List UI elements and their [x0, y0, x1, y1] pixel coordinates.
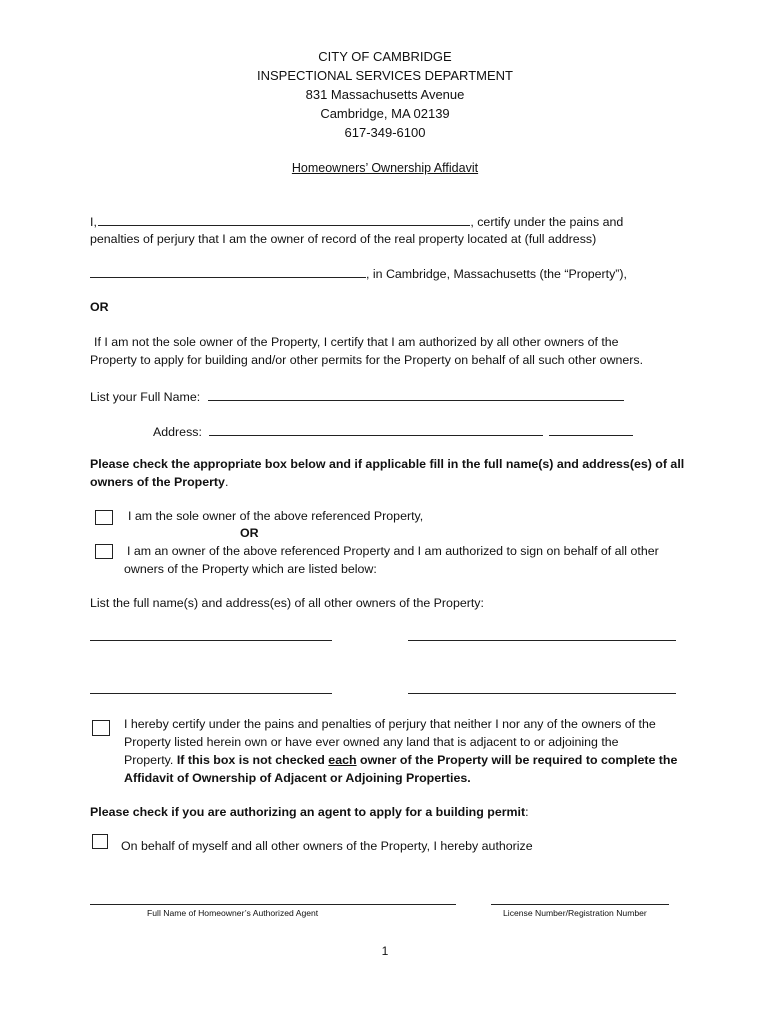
- adjacent-line-4: Affidavit of Ownership of Adjacent or Adjoining Properties.: [124, 771, 471, 785]
- sole-owner-label: I am the sole owner of the above referenced Property,: [128, 509, 424, 523]
- header-phone: 617-349-6100: [344, 125, 426, 140]
- address-label: Address:: [153, 425, 202, 439]
- agent-checkbox[interactable]: [92, 834, 108, 849]
- header-department: INSPECTIONAL SERVICES DEPARTMENT: [257, 68, 513, 83]
- certify-suffix: , certify under the pains and: [470, 215, 624, 229]
- full-name-blank[interactable]: [208, 388, 624, 401]
- check-instruction-line-1: Please check the appropriate box below and if applicable fill in the full name(s) and address(es) of all: [90, 457, 685, 471]
- other-owner-name-blank-1[interactable]: [90, 640, 332, 641]
- options-or-label: OR: [240, 526, 259, 540]
- certify-line-2: penalties of perjury that I am the owner of record of the real property located at (full address): [90, 232, 597, 246]
- adjacent-line-1: I hereby certify under the pains and penalties of perjury that neither I nor any of the owners of the: [124, 717, 656, 731]
- certify-line-1: [90, 213, 623, 229]
- license-number-blank[interactable]: [491, 904, 669, 905]
- sole-owner-checkbox[interactable]: [95, 510, 113, 525]
- authorized-owner-checkbox[interactable]: [95, 544, 113, 559]
- full-name-label: List your Full Name:: [90, 390, 201, 404]
- address-blank[interactable]: [209, 423, 543, 436]
- certify-line-3: [90, 265, 627, 281]
- authorized-owner-label-2: owners of the Property which are listed below:: [124, 562, 377, 576]
- check-instruction-line-2: owners of the Property.: [90, 475, 229, 489]
- other-owner-address-blank-2[interactable]: [408, 693, 676, 694]
- not-sole-line-1: If I am not the sole owner of the Property, I certify that I am authorized by all other owners of the: [94, 335, 619, 349]
- certify-line3-suffix: , in Cambridge, Massachusetts (the “Property”),: [366, 267, 627, 281]
- owner-name-blank[interactable]: [98, 213, 470, 226]
- address-zip-blank[interactable]: [549, 423, 633, 436]
- not-sole-line-2: Property to apply for building and/or other permits for the Property on behalf of all such other owners.: [90, 353, 644, 367]
- full-name-row: [90, 388, 624, 404]
- authorized-owner-label-1: I am an owner of the above referenced Property and I am authorized to sign on behalf of all other: [127, 544, 659, 558]
- agent-option-label: On behalf of myself and all other owners of the Property, I hereby authorize: [121, 839, 533, 853]
- list-owners-label: List the full name(s) and address(es) of all other owners of the Property:: [90, 596, 484, 610]
- header-city: CITY OF CAMBRIDGE: [318, 49, 452, 64]
- agent-heading: Please check if you are authorizing an agent to apply for a building permit:: [90, 805, 529, 819]
- certify-prefix: I,: [90, 215, 97, 229]
- property-address-blank[interactable]: [90, 265, 366, 278]
- agent-name-caption: Full Name of Homeowner’s Authorized Agent: [147, 908, 319, 918]
- other-owner-address-blank-1[interactable]: [408, 640, 676, 641]
- page-number: 1: [381, 944, 389, 958]
- license-number-caption: License Number/Registration Number: [503, 908, 647, 918]
- adjacent-line-3: Property. If this box is not checked each owner of the Property will be required to complete the: [124, 753, 678, 767]
- header-street: 831 Massachusetts Avenue: [305, 87, 465, 102]
- other-owner-name-blank-2[interactable]: [90, 693, 332, 694]
- adjacent-line-2: Property listed herein own or have ever owned any land that is adjacent to or adjoining the: [124, 735, 619, 749]
- header-city-zip: Cambridge, MA 02139: [320, 106, 450, 121]
- address-row: [153, 423, 633, 439]
- or-label: OR: [90, 300, 109, 314]
- adjacent-property-checkbox[interactable]: [92, 720, 110, 736]
- document-title: Homeowners’ Ownership Affidavit: [291, 161, 479, 175]
- agent-name-blank[interactable]: [90, 904, 456, 905]
